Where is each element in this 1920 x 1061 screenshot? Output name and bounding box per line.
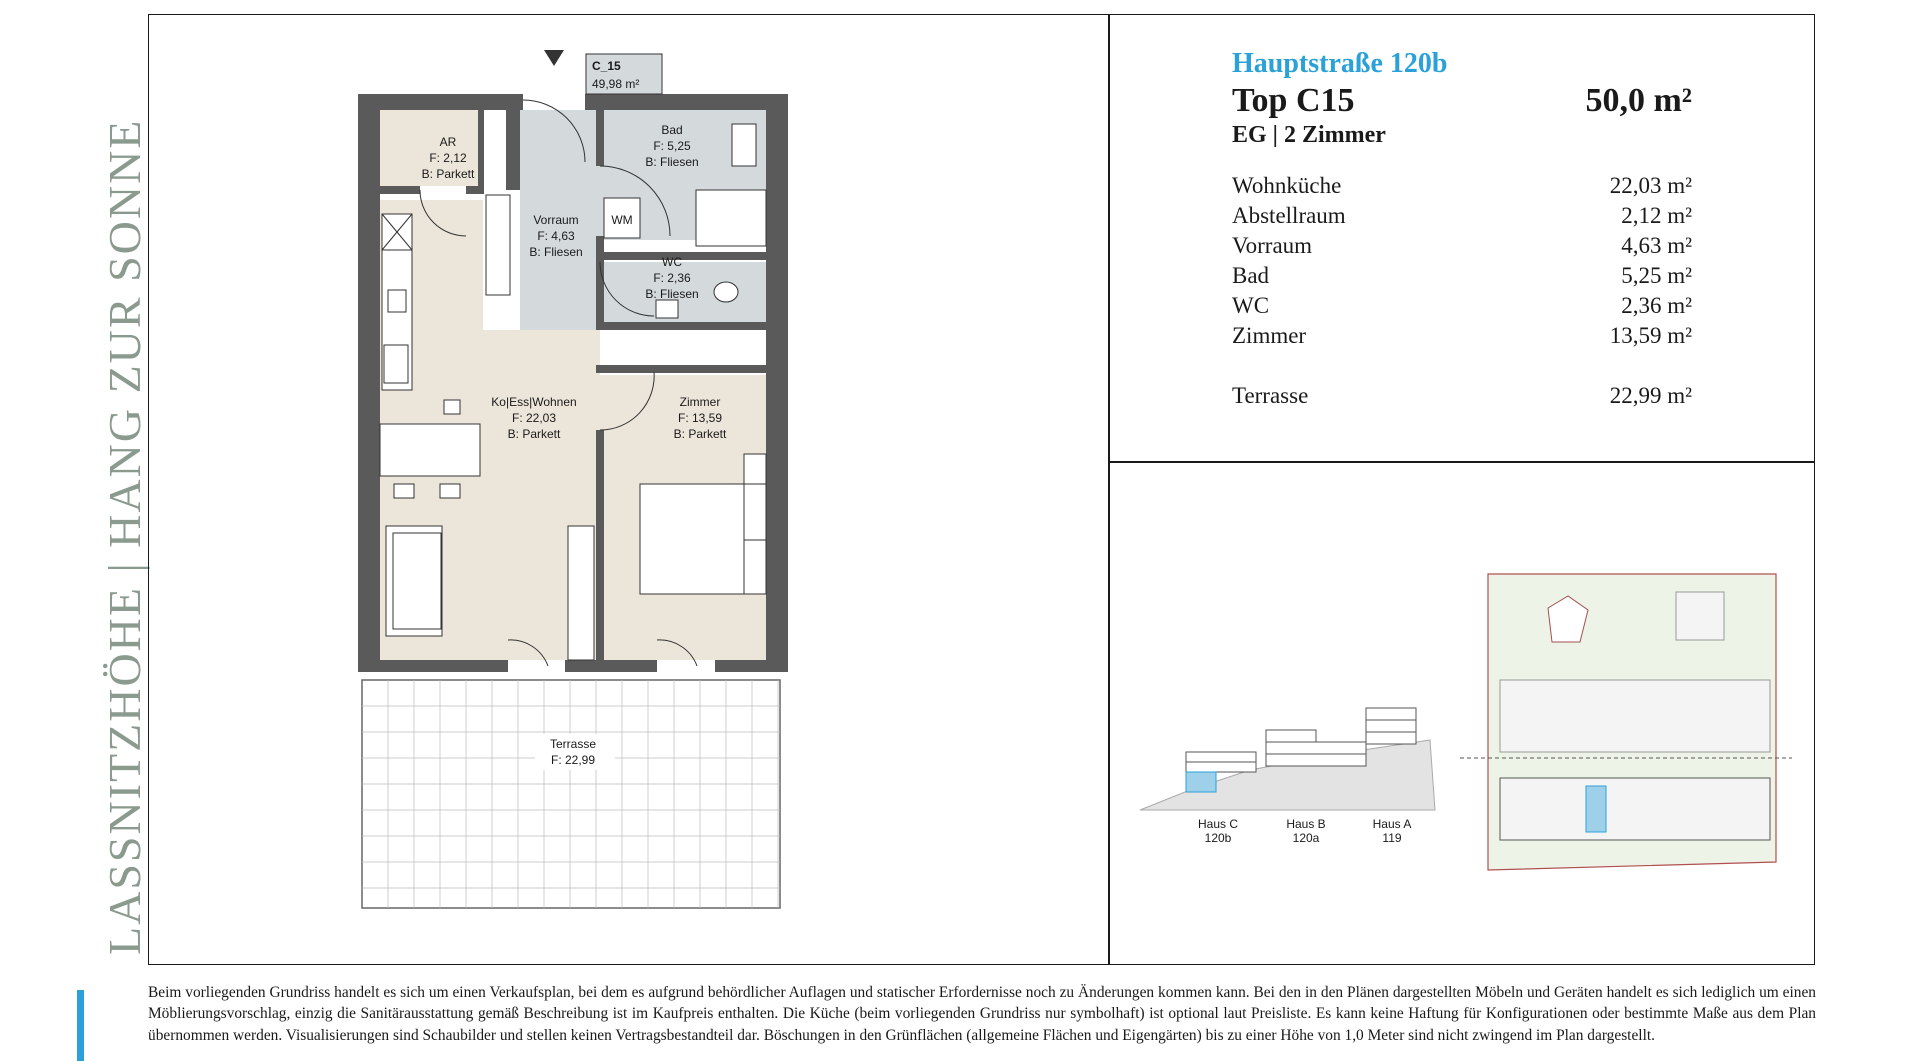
accent-bar — [77, 990, 84, 1061]
room-row: WC 2,36 m² — [1232, 293, 1692, 318]
unit-label: C_15 — [592, 59, 621, 73]
room-label-kochen: Ko|Ess|Wohnen — [491, 395, 577, 409]
room-label-bad-area: F: 5,25 — [653, 139, 691, 153]
floor-plan — [340, 40, 810, 940]
room-label-ar-area: F: 2,12 — [429, 151, 467, 165]
room-label-zimmer-floor: B: Parkett — [673, 427, 727, 441]
top-name: Top C15 — [1232, 82, 1355, 119]
room-label-vorraum-area: F: 4,63 — [537, 229, 575, 243]
room-label-wc-floor: B: Fliesen — [645, 287, 699, 301]
room-label-terrasse: Terrasse — [549, 737, 597, 751]
room-label-vorraum-floor: B: Fliesen — [529, 245, 583, 259]
room-list — [1232, 171, 1692, 411]
room-row: Zimmer 13,59 m² — [1232, 323, 1692, 348]
house-b-label: Haus B — [1286, 817, 1326, 831]
room-label-bad-floor: B: Fliesen — [645, 155, 699, 169]
room-label-wc-area: F: 2,36 — [653, 271, 691, 285]
room-row: Wohnküche 22,03 m² — [1232, 173, 1692, 198]
house-b-num: 120a — [1292, 831, 1320, 845]
floor-rooms: EG | 2 Zimmer — [1232, 122, 1386, 148]
house-a-label: Haus A — [1372, 817, 1412, 831]
room-label-terrasse-area: F: 22,99 — [550, 753, 596, 767]
apartment-info — [1232, 48, 1692, 411]
terrace-row: Terrasse 22,99 m² — [1232, 383, 1692, 408]
wm-label: WM — [611, 213, 633, 227]
divider-vertical — [1108, 14, 1110, 965]
house-c-label: Haus C — [1197, 817, 1239, 831]
room-label-kochen-area: F: 22,03 — [511, 411, 557, 425]
divider-horizontal — [1108, 461, 1815, 463]
room-label-bad: Bad — [661, 123, 683, 137]
room-row: Vorraum 4,63 m² — [1232, 233, 1692, 258]
room-label-ar-floor: B: Parkett — [421, 167, 475, 181]
unit-area: 49,98 m² — [592, 77, 640, 91]
room-label-zimmer-area: F: 13,59 — [677, 411, 723, 425]
room-label-zimmer: Zimmer — [679, 395, 721, 409]
top-size: 50,0 m² — [1585, 82, 1692, 119]
room-label-wc: WC — [662, 255, 682, 269]
house-a-num: 119 — [1382, 831, 1402, 845]
room-row: Bad 5,25 m² — [1232, 263, 1692, 288]
room-label-ar: AR — [439, 135, 457, 149]
disclaimer: Beim vorliegenden Grundriss handelt es sich um einen Verkaufsplan, bei dem es aufgrund behördlicher Auflagen und statischer Erfordernisse noch zu Änderungen kommen kann. Bei den in den Plänen dargestellten Möbeln und Geräten handelt es sich lediglich um einen Möblierungsvorschlag, einzig die Sanitärausstattung gemäß Beschreibung ist im Kaufpreis enthalten. Die Küche (beim vorliegenden Grundriss nur symbolhaft) ist optional laut Preisliste. Es kann keine Haftung für Konfigurationen oder bestimmte Maße aus dem Plan übernommen werden. Visualisierungen sind Schaubilder und stellen keinen Vertragsbestandteil dar. Böschungen in den Grünflächen (allgemeine Flächen und Eigengärten) bis zu einer Höhe von 1,0 Meter sind nicht zwingend im Plan dargestellt. — [148, 984, 1816, 1044]
address: Hauptstraße 120b — [1232, 48, 1448, 79]
room-row: Abstellraum 2,12 m² — [1232, 203, 1692, 228]
side-title: LASSNITZHÖHE | HANG ZUR SONNE — [99, 118, 150, 955]
room-label-vorraum: Vorraum — [533, 213, 579, 227]
site-plan — [1130, 560, 1800, 880]
room-label-kochen-floor: B: Parkett — [507, 427, 561, 441]
house-c-num: 120b — [1204, 831, 1232, 845]
